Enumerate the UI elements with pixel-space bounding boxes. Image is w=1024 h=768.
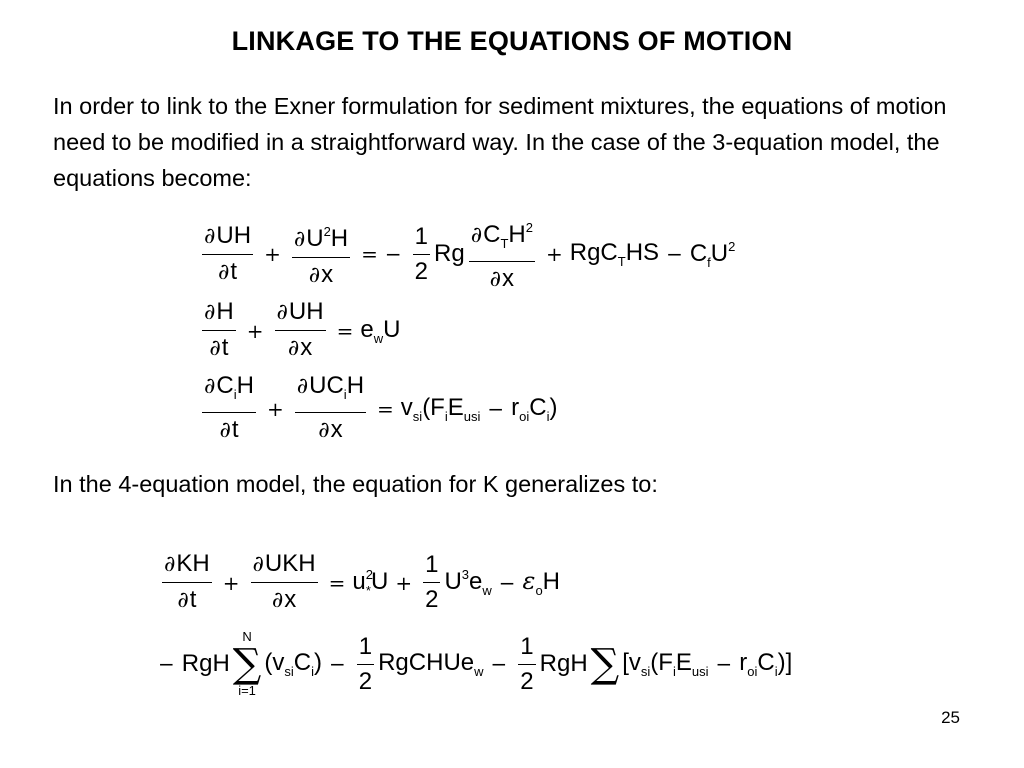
mass-equation: $\frac{\partial H}{\partial t}$ + $\frac{\partial UH}{\partial x}$ = $e_wU$ [204,298,401,361]
sediment-equation: $\frac{\partial C_iH}{\partial t}$ + $\frac{\partial UC_iH}{\partial x}$ = $v_{si}(F_iE_{usi}$ − $r_{oi}C_i$) [204,372,558,443]
momentum-equation: $\frac{\partial UH}{\partial t}$ + $\frac{\partial U^2H}{\partial x}$ = − $\frac{1}{2}$ Rg $\frac{\partial C_TH^2}{\partial x}$ + RgC$_T$HS − $C_fU^2$ [198,214,735,294]
intro-paragraph: In order to link to the Exner formulation for sediment mixtures, the equations of motion need to be modified in a straightforward way. In the case of the 3-equation model, the equations become: [53,93,947,191]
k-equation-line2: − RgH N ∑ i=1 $(v_{si}C_i)$ − $\frac{1}{2}$ RgCHUe$_w$ − $\frac{1}{2}$ RgH ∑ [$v_{si}(F_iE_{usi}$ − $r_{oi}C_i$)] [158,629,793,698]
slide-title: LINKAGE TO THE EQUATIONS OF MOTION [231,26,793,56]
k-equation-line1: $\frac{\partial KH}{\partial t}$ + $\frac{\text{∂UKH}}{\partial x}$ = $u^2_*U$ + $\frac{1}{2}$ $U^3e_w$ − $\varepsilon_oH$ [164,550,561,613]
page-number: 25 [941,708,960,727]
k-equation-paragraph: In the 4-equation model, the equation for K generalizes to: [53,471,658,497]
